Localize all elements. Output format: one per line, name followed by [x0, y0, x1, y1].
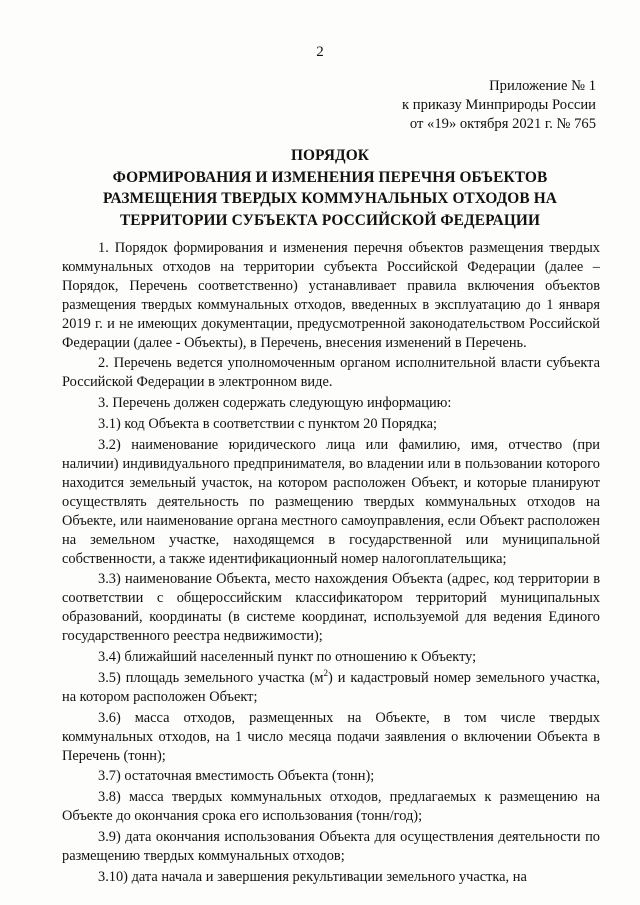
item-3-5-text-end: ) и кадастровый номер земельного участка, на котором расположен Объект;: [62, 669, 600, 705]
item-3-3: 3.3) наименование Объекта, место нахождения Объекта (адрес, код территории в соответствии с общероссийским классификатором территорий муниципальных образований, координаты (в системе координат, используемой для ведения Единого государственного реестра недвижимости);: [62, 571, 600, 645]
item-3-9: 3.9) дата окончания использования Объекта для осуществления деятельности по размещению твердых коммунальных отходов;: [62, 829, 600, 865]
item-3-10: 3.10) дата начала и завершения рекультивации земельного участка, на: [98, 869, 527, 885]
item-3-4: 3.4) ближайший населенный пункт по отношению к Объекту;: [98, 649, 477, 666]
appendix-header: [402, 77, 596, 134]
document-body: [62, 239, 600, 887]
title-line-4: ТЕРРИТОРИИ СУБЪЕКТА РОССИЙСКОЙ ФЕДЕРАЦИИ: [119, 211, 541, 229]
item-3-5-superscript: 2: [323, 668, 328, 679]
title-line-2: ФОРМИРОВАНИЯ И ИЗМЕНЕНИЯ ПЕРЕЧНЯ ОБЪЕКТОВ: [112, 168, 548, 186]
document-title: [70, 145, 590, 231]
appendix-line-3: от «19» октября 2021 г. № 765: [409, 116, 596, 132]
item-3-6: 3.6) масса отходов, размещенных на Объекте, в том числе твердых коммунальных отходов, на 1 число месяца подачи заявления о включении Объекта в Перечень (тонн);: [62, 709, 600, 764]
title-line-1: ПОРЯДОК: [290, 147, 370, 164]
item-3-5: [62, 669, 600, 707]
item-3-1: 3.1) код Объекта в соответствии с пунктом 20 Порядка;: [98, 416, 438, 433]
item-3-5-text-start: 3.5) площадь земельного участка (м: [98, 669, 324, 686]
page-number: 2: [316, 44, 324, 60]
title-line-3: РАЗМЕЩЕНИЯ ТВЕРДЫХ КОММУНАЛЬНЫХ ОТХОДОВ НА: [103, 190, 557, 207]
paragraph-3: 3. Перечень должен содержать следующую информацию:: [98, 395, 452, 412]
paragraph-2: 2. Перечень ведется уполномоченным органом исполнительной власти субъекта Российской Федерации в электронном виде.: [62, 355, 600, 391]
item-3-2: 3.2) наименование юридического лица или фамилию, имя, отчество (при наличии) индивидуального предпринимателя, во владении или в пользовании которого находится земельный участок, на котором расположен Объект, и которые планируют осуществлять деятельность по размещению твердых коммунальных отходов на Объекте, или наименование органа местного самоуправления, если Объект расположен на земельном участке, находящемся в государственной или муниципальной собственности, а также идентификационный номер налогоплательщика;: [62, 437, 600, 567]
appendix-line-1: Приложение № 1: [489, 78, 596, 94]
item-3-7: 3.7) остаточная вместимость Объекта (тонн);: [98, 768, 375, 785]
appendix-line-2: к приказу Минприроды России: [402, 97, 596, 113]
paragraph-1: 1. Порядок формирования и изменения перечня объектов размещения твердых коммунальных отходов на территории субъекта Российской Федерации (далее – Порядок, Перечень соответственно) устанавливает правила включения объектов размещения твердых коммунальных отходов, введенных в эксплуатацию до 1 января 2019 г. и не имеющих документации, предусмотренной законодательством Российской Федерации (далее - Объекты), в Перечень, внесения изменений в Перечень.: [62, 240, 600, 351]
item-3-8: 3.8) масса твердых коммунальных отходов, предлагаемых к размещению на Объекте до окончания срока его использования (тонн/год);: [62, 789, 600, 825]
